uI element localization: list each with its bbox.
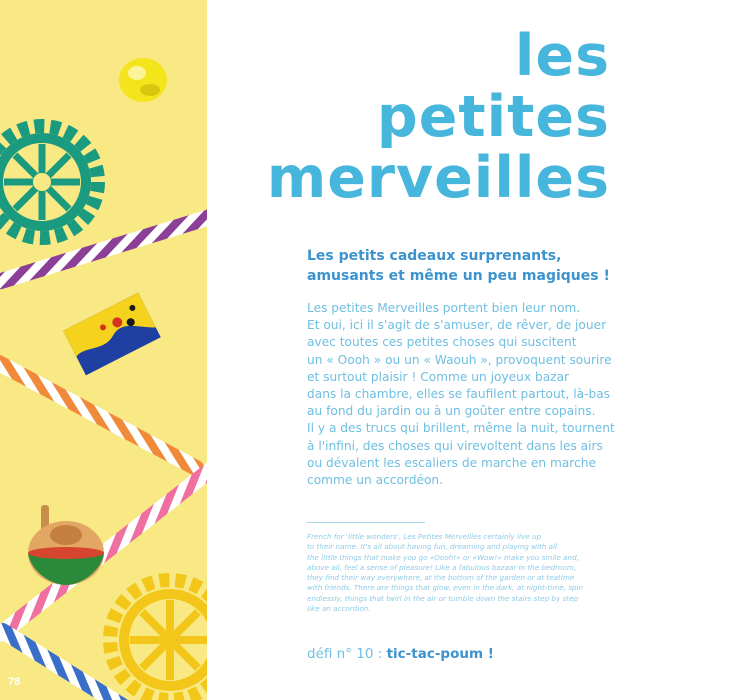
body-line: Il y a des trucs qui brillent, même la nuit, tournent: [307, 421, 615, 436]
subtitle-line: amusants et même un peu magiques !: [307, 268, 610, 284]
english-line: the little things that make you go «Oooh!» or «Wow!» make you smile and,: [307, 552, 579, 562]
body-line: un « Oooh » ou un « Waouh », provoquent sourire: [307, 352, 612, 367]
challenge-name: tic-tac-poum !: [386, 646, 494, 662]
body-line: au fond du jardin ou à un goûter entre copains.: [307, 404, 596, 419]
divider: [307, 522, 425, 523]
english-line: to their name. It's all about having fun, dreaming and playing with all: [307, 542, 558, 552]
english-translation: [307, 532, 627, 614]
english-line: with friends. There are things that glow, even in the dark, at night-time, spin: [307, 583, 584, 593]
english-line: above all, feel a sense of pleasure! Like a fabulous bazaar in the bedroom,: [307, 562, 577, 572]
page-title: [266, 23, 610, 211]
page-number: 78: [8, 676, 21, 688]
body-line: Les petites Merveilles portent bien leur nom.: [307, 301, 581, 315]
body-line: ou dévalent les escaliers de marche en marche: [307, 455, 596, 470]
english-line: endlessly, things that twirl in the air or tumble down the stairs step by step: [307, 593, 579, 603]
body-line: et surtout plaisir ! Comme un joyeux bazar: [307, 369, 570, 384]
english-line: French for 'little wonders', Les Petites Merveilles certainly live up: [307, 532, 542, 541]
english-line: like an accordion.: [307, 604, 371, 614]
body-line: dans la chambre, elles se faufilent partout, là-bas: [307, 387, 611, 402]
english-line: they find their way everywhere, at the bottom of the garden or at teatime: [307, 573, 575, 583]
body-line: avec toutes ces petites choses qui suscitent: [307, 335, 577, 350]
body-line: comme un accordéon.: [307, 473, 444, 488]
body-paragraph: [307, 300, 627, 489]
body-line: Et oui, ici il s'agit de s'amuser, de rêver, de jouer: [307, 318, 607, 333]
title-line: petites: [376, 84, 610, 150]
challenge-line: [307, 646, 494, 662]
title-line: les: [514, 23, 610, 89]
body-line: à l'infini, des choses qui virevoltent dans les airs: [307, 438, 603, 453]
yellow-gem: [119, 58, 167, 102]
title-line: merveilles: [266, 145, 610, 211]
subtitle-line: Les petits cadeaux surprenants,: [307, 248, 562, 264]
subtitle: [307, 246, 627, 286]
challenge-prefix: défi n° 10 :: [307, 646, 387, 662]
toys-photo: [0, 0, 207, 700]
